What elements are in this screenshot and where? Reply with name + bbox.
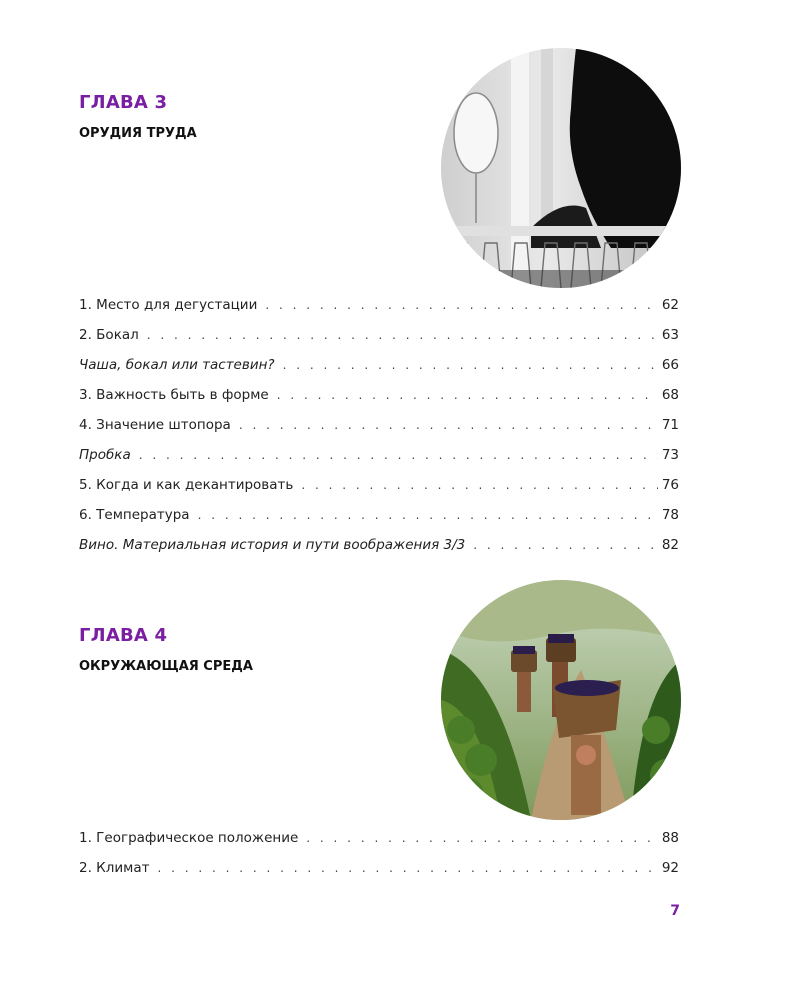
grape-harvest-photo xyxy=(441,580,681,820)
toc-list-chapter-3 xyxy=(79,297,679,567)
toc-entry[interactable] xyxy=(79,387,679,417)
toc-entry-title: Чаша, бокал или тастевин? xyxy=(79,357,275,373)
toc-entry-page: 78 xyxy=(661,507,679,523)
toc-entry[interactable] xyxy=(79,447,679,477)
toc-leader-dots xyxy=(306,830,658,846)
toc-leader-dots xyxy=(239,417,658,433)
toc-leader-dots xyxy=(301,477,657,493)
toc-entry-page: 88 xyxy=(661,830,679,846)
toc-entry-page: 71 xyxy=(661,417,679,433)
toc-entry-page: 68 xyxy=(661,387,679,403)
toc-entry[interactable] xyxy=(79,417,679,447)
toc-entry-title: 1. Географическое положение xyxy=(79,830,299,846)
chapter-label: ГЛАВА 4 xyxy=(79,625,168,646)
toc-entry-title: 5. Когда и как декантировать xyxy=(79,477,294,493)
tasting-glasses-photo xyxy=(441,48,681,288)
toc-leader-dots xyxy=(147,327,658,343)
toc-entry[interactable] xyxy=(79,477,679,507)
toc-entry[interactable] xyxy=(79,357,679,387)
toc-entry[interactable] xyxy=(79,830,679,860)
toc-entry-page: 62 xyxy=(661,297,679,313)
toc-entry[interactable] xyxy=(79,297,679,327)
toc-entry-page: 92 xyxy=(661,860,679,876)
toc-entry-title: 1. Место для дегустации xyxy=(79,297,258,313)
toc-entry[interactable] xyxy=(79,860,679,890)
toc-entry-page: 73 xyxy=(661,447,679,463)
chapter-title: ОРУДИЯ ТРУДА xyxy=(79,126,197,141)
toc-list-chapter-4 xyxy=(79,830,679,890)
toc-entry-title: 6. Температура xyxy=(79,507,190,523)
toc-entry[interactable] xyxy=(79,327,679,357)
toc-entry-page: 66 xyxy=(661,357,679,373)
toc-entry-title: 4. Значение штопора xyxy=(79,417,231,433)
toc-entry-title: Вино. Материальная история и пути воображения 3/3 xyxy=(79,537,466,553)
toc-leader-dots xyxy=(157,860,657,876)
toc-entry-page: 63 xyxy=(661,327,679,343)
toc-leader-dots xyxy=(473,537,658,553)
toc-leader-dots xyxy=(283,357,658,373)
page-number: 7 xyxy=(670,903,680,919)
chapter-title: ОКРУЖАЮЩАЯ СРЕДА xyxy=(79,659,253,674)
toc-entry-page: 82 xyxy=(661,537,679,553)
toc-entry-title: 2. Бокал xyxy=(79,327,139,343)
toc-leader-dots xyxy=(198,507,658,523)
chapter-label: ГЛАВА 3 xyxy=(79,92,168,113)
toc-entry[interactable] xyxy=(79,537,679,567)
toc-entry-title: 2. Климат xyxy=(79,860,150,876)
toc-entry-title: Пробка xyxy=(79,447,131,463)
toc-leader-dots xyxy=(265,297,657,313)
toc-entry-title: 3. Важность быть в форме xyxy=(79,387,269,403)
toc-leader-dots xyxy=(277,387,658,403)
toc-entry[interactable] xyxy=(79,507,679,537)
toc-entry-page: 76 xyxy=(661,477,679,493)
toc-leader-dots xyxy=(139,447,658,463)
